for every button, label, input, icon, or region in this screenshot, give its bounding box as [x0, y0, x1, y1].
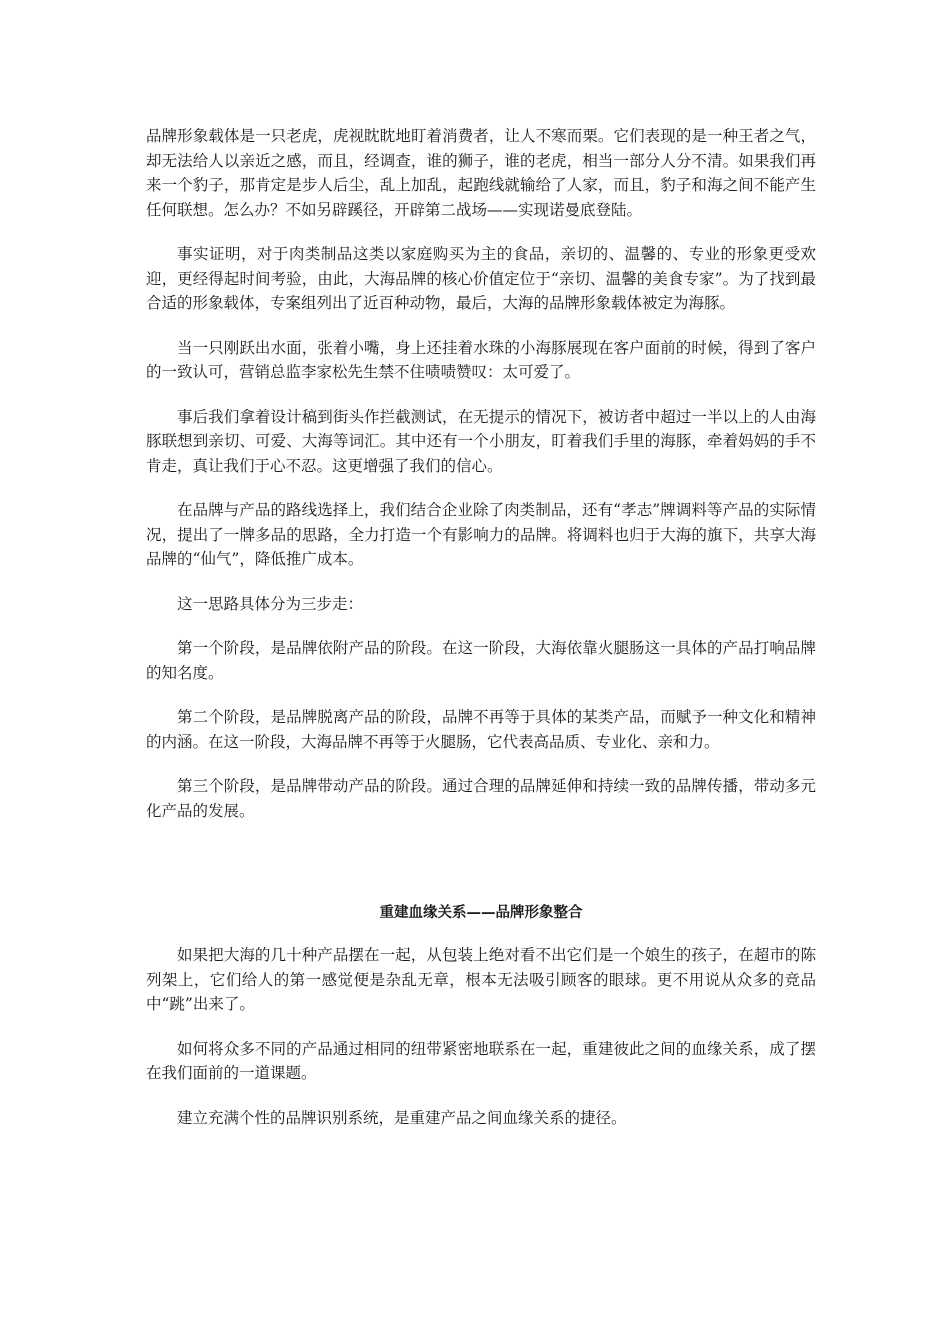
paragraph: 如何将众多不同的产品通过相同的纽带紧密地联系在一起，重建彼此之间的血缘关系，成了摆在我们面前的一道课题。	[146, 1039, 816, 1082]
paragraph: 事后我们拿着设计稿到街头作拦截测试，在无提示的情况下，被访者中超过一半以上的人由海豚联想到亲切、可爱、大海等词汇。其中还有一个小朋友，盯着我们手里的海豚，牵着妈妈的手不肯走，真让我们于心不忍。这更增强了我们的信心。	[146, 407, 816, 475]
paragraph: 如果把大海的几十种产品摆在一起，从包装上绝对看不出它们是一个娘生的孩子，在超市的陈列架上，它们给人的第一感觉便是杂乱无章，根本无法吸引顾客的眼球。更不用说从众多的竞品中“跳”出来了。	[146, 946, 816, 1013]
section-spacer	[146, 843, 816, 901]
paragraph: 这一思路具体分为三步走：	[177, 594, 364, 613]
paragraph: 事实证明，对于肉类制品这类以家庭购买为主的食品，亲切的、温馨的、专业的形象更受欢迎，更经得起时间考验，由此，大海品牌的核心价值定位于“亲切、温馨的美食专家”。为了找到最合适的形象载体，专案组列出了近百种动物，最后，大海的品牌形象载体被定为海豚。	[146, 245, 816, 312]
paragraph: 第一个阶段，是品牌依附产品的阶段。在这一阶段，大海依靠火腿肠这一具体的产品打响品牌的知名度。	[146, 639, 816, 682]
document-body	[146, 124, 816, 1150]
paragraph: 当一只刚跃出水面，张着小嘴，身上还挂着水珠的小海豚展现在客户面前的时候，得到了客户的一致认可，营销总监李家松先生禁不住啧啧赞叹：太可爱了。	[146, 338, 816, 381]
paragraph: 第二个阶段，是品牌脱离产品的阶段，品牌不再等于具体的某类产品，而赋予一种文化和精神的内涵。在这一阶段，大海品牌不再等于火腿肠，它代表高品质、专业化、亲和力。	[146, 708, 816, 751]
paragraph: 在品牌与产品的路线选择上，我们结合企业除了肉类制品，还有“孝志”牌调料等产品的实际情况，提出了一牌多品的思路，全力打造一个有影响力的品牌。将调料也归于大海的旗下，共享大海品牌的“仙气”，降低推广成本。	[146, 501, 816, 568]
paragraph: 品牌形象载体是一只老虎，虎视眈眈地盯着消费者，让人不寒而栗。它们表现的是一种王者之气，却无法给人以亲近之感，而且，经调查，谁的狮子，谁的老虎，相当一部分人分不清。如果我们再来一个豹子，那肯定是步人后尘，乱上加乱，起跑线就输给了人家，而且，豹子和海之间不能产生任何联想。怎么办？不如另辟蹊径，开辟第二战场——实现诺曼底登陆。	[146, 127, 816, 219]
section-heading: 重建血缘关系——品牌形象整合	[379, 905, 583, 921]
paragraph: 第三个阶段，是品牌带动产品的阶段。通过合理的品牌延伸和持续一致的品牌传播，带动多元化产品的发展。	[146, 777, 816, 820]
paragraph: 建立充满个性的品牌识别系统，是重建产品之间血缘关系的捷径。	[177, 1108, 627, 1127]
